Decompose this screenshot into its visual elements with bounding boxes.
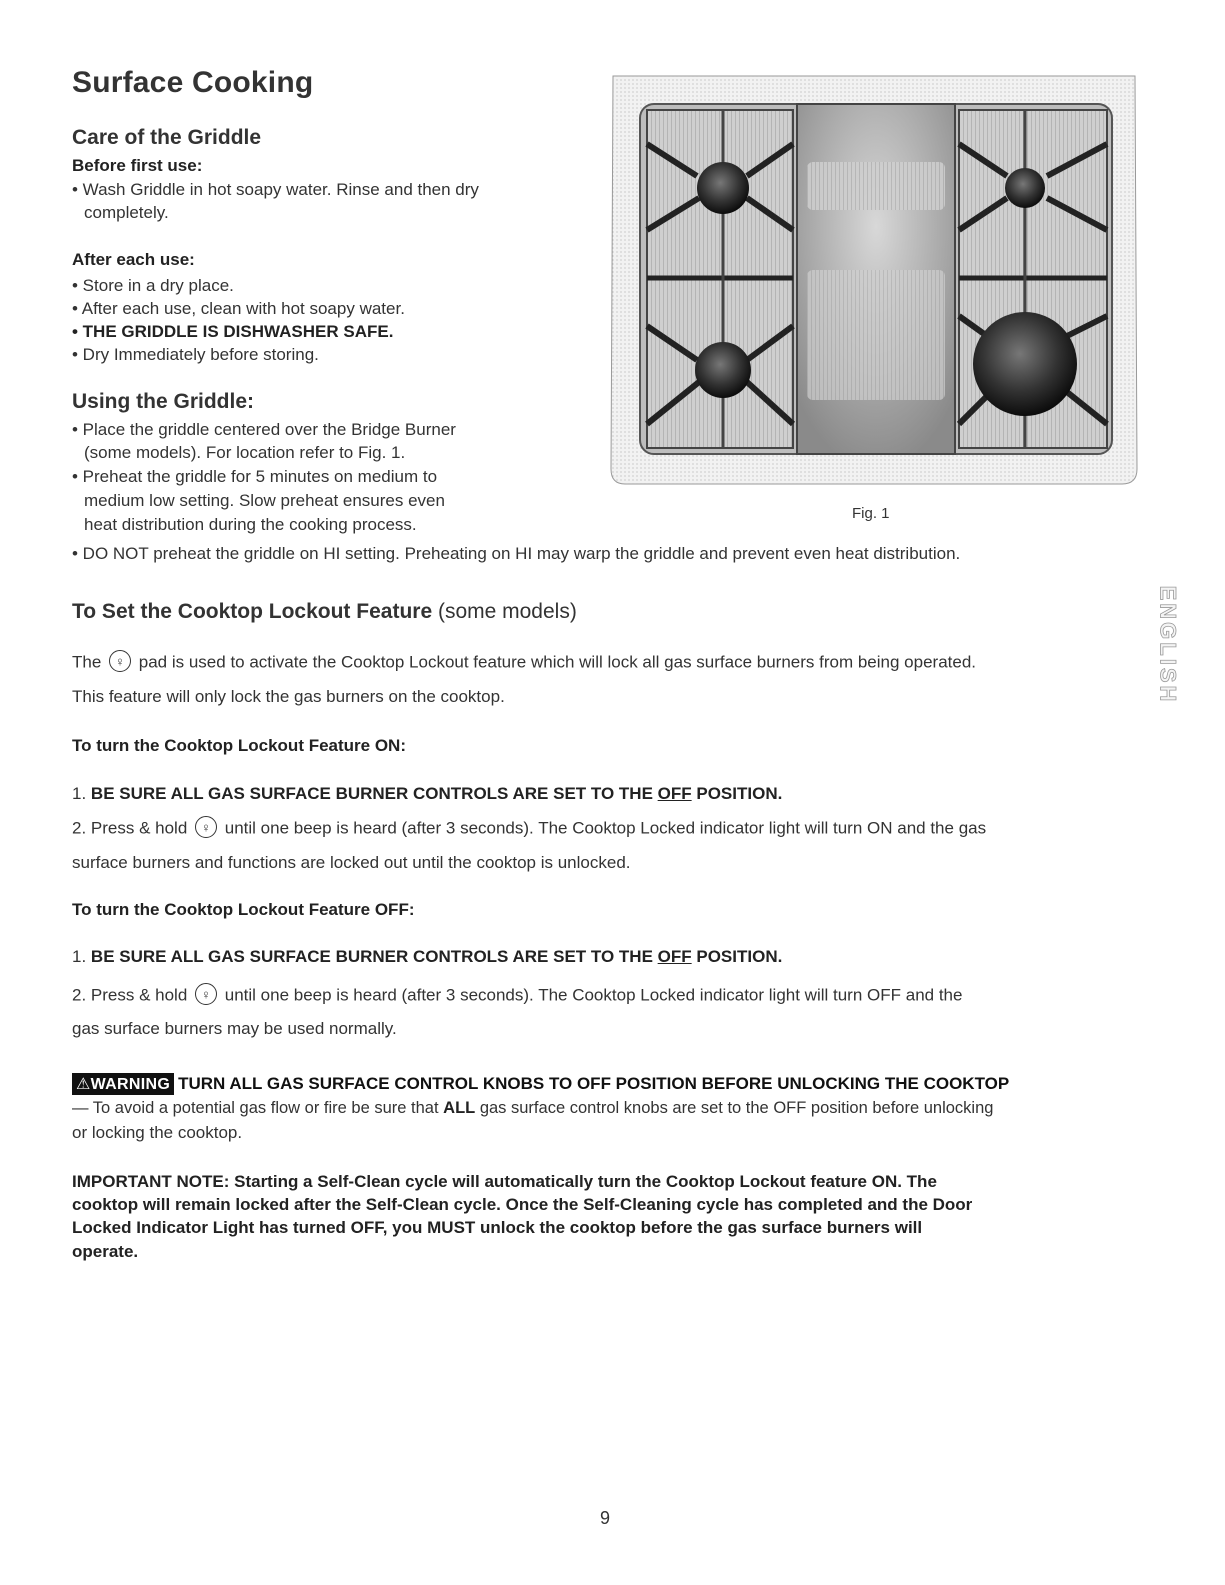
step-2-pre: 2. Press & hold <box>72 818 188 838</box>
lockout-off-step-2-line-2: gas surface burners may be used normally. <box>72 1019 397 1038</box>
before-line-1: • Wash Griddle in hot soapy water. Rinse and then dry <box>72 180 479 199</box>
cooktop-griddle-illustration-icon <box>607 74 1141 486</box>
lockout-intro-pre: The <box>72 652 102 672</box>
off-word: OFF <box>657 947 692 966</box>
step-2-post: until one beep is heard (after 3 seconds). The Cooktop Locked indicator light will turn OFF and the <box>224 985 963 1005</box>
lock-pad-icon: ♀ <box>195 816 217 838</box>
off-word: OFF <box>657 784 692 803</box>
step-1-position: POSITION. <box>691 784 783 803</box>
step-1-text: BE SURE ALL GAS SURFACE BURNER CONTROLS ARE SET TO THE <box>90 947 658 966</box>
warning-badge: ⚠WARNING <box>72 1073 174 1095</box>
lockout-intro <box>72 652 976 674</box>
language-side-tab <box>1150 580 1184 710</box>
important-note-line: operate. <box>72 1242 139 1261</box>
care-heading: Care of the Griddle <box>72 126 262 149</box>
lockout-intro-line-2: This feature will only lock the gas burners on the cooktop. <box>72 687 505 706</box>
hi-setting-warning: • DO NOT preheat the griddle on HI setting. Preheating on HI may warp the griddle and prevent even heat distribution. <box>72 544 961 563</box>
step-1-position: POSITION. <box>691 947 783 966</box>
lockout-on-step-2 <box>72 818 986 840</box>
important-note-line: cooktop will remain locked after the Self-Clean cycle. Once the Self-Cleaning cycle has completed and the Door <box>72 1195 973 1214</box>
warning-headline-text: TURN ALL GAS SURFACE CONTROL KNOBS TO OFF POSITION BEFORE UNLOCKING THE COOKTOP <box>178 1074 1010 1093</box>
side-tab-label: ENGLISH <box>1155 585 1181 705</box>
before-label: Before first use: <box>72 156 203 175</box>
griddle-figure <box>607 74 1141 486</box>
using-line: • Preheat the griddle for 5 minutes on medium to <box>72 467 438 486</box>
before-line-2: completely. <box>84 203 169 222</box>
lockout-heading <box>72 600 577 624</box>
using-line: heat distribution during the cooking process. <box>84 515 417 534</box>
step-2-post: until one beep is heard (after 3 seconds). The Cooktop Locked indicator light will turn ON and the gas <box>224 818 987 838</box>
warning-body-post: gas surface control knobs are set to the OFF position before unlocking <box>475 1099 994 1117</box>
using-line: medium low setting. Slow preheat ensures even <box>84 491 445 510</box>
figure-caption: Fig. 1 <box>852 505 890 522</box>
warning-body-pre: — To avoid a potential gas flow or fire be sure that <box>72 1099 444 1117</box>
lockout-on-step-1 <box>72 784 782 804</box>
page-title: Surface Cooking <box>72 66 314 99</box>
page-number: 9 <box>600 1508 611 1528</box>
warning-headline <box>72 1073 1009 1095</box>
important-note-line: IMPORTANT NOTE: Starting a Self-Clean cycle will automatically turn the Cooktop Lockout feature ON. The <box>72 1172 937 1191</box>
after-item: • Dry Immediately before storing. <box>72 345 319 364</box>
after-item: • Store in a dry place. <box>72 276 234 295</box>
using-line: • Place the griddle centered over the Bridge Burner <box>72 420 456 439</box>
after-label: After each use: <box>72 250 195 269</box>
warning-body <box>72 1099 993 1118</box>
lock-pad-icon: ♀ <box>109 650 131 672</box>
warning-body-all: ALL <box>443 1099 476 1117</box>
important-note-line: Locked Indicator Light has turned OFF, you MUST unlock the cooktop before the gas surface burners will <box>72 1218 923 1237</box>
step-2-pre: 2. Press & hold <box>72 985 188 1005</box>
using-line: (some models). For location refer to Fig. 1. <box>84 443 406 462</box>
lockout-on-title: To turn the Cooktop Lockout Feature ON: <box>72 736 406 755</box>
lockout-off-step-2 <box>72 985 962 1007</box>
using-heading: Using the Griddle: <box>72 390 255 413</box>
step-number: 1. <box>72 784 87 803</box>
warning-body-line-2: or locking the cooktop. <box>72 1123 243 1142</box>
lockout-intro-post: pad is used to activate the Cooktop Lockout feature which will lock all gas surface burners from being operated. <box>138 652 977 672</box>
lockout-off-step-1 <box>72 947 782 967</box>
step-number: 1. <box>72 947 87 966</box>
lock-pad-icon: ♀ <box>195 983 217 1005</box>
step-1-text: BE SURE ALL GAS SURFACE BURNER CONTROLS ARE SET TO THE <box>90 784 658 803</box>
lockout-off-title: To turn the Cooktop Lockout Feature OFF: <box>72 900 415 919</box>
lockout-heading-models: (some models) <box>432 600 577 623</box>
lockout-on-step-2-line-2: surface burners and functions are locked out until the cooktop is unlocked. <box>72 853 631 872</box>
after-item-dishwasher: • THE GRIDDLE IS DISHWASHER SAFE. <box>72 322 394 341</box>
lockout-heading-bold: To Set the Cooktop Lockout Feature <box>72 600 433 623</box>
after-item: • After each use, clean with hot soapy water. <box>72 299 405 318</box>
